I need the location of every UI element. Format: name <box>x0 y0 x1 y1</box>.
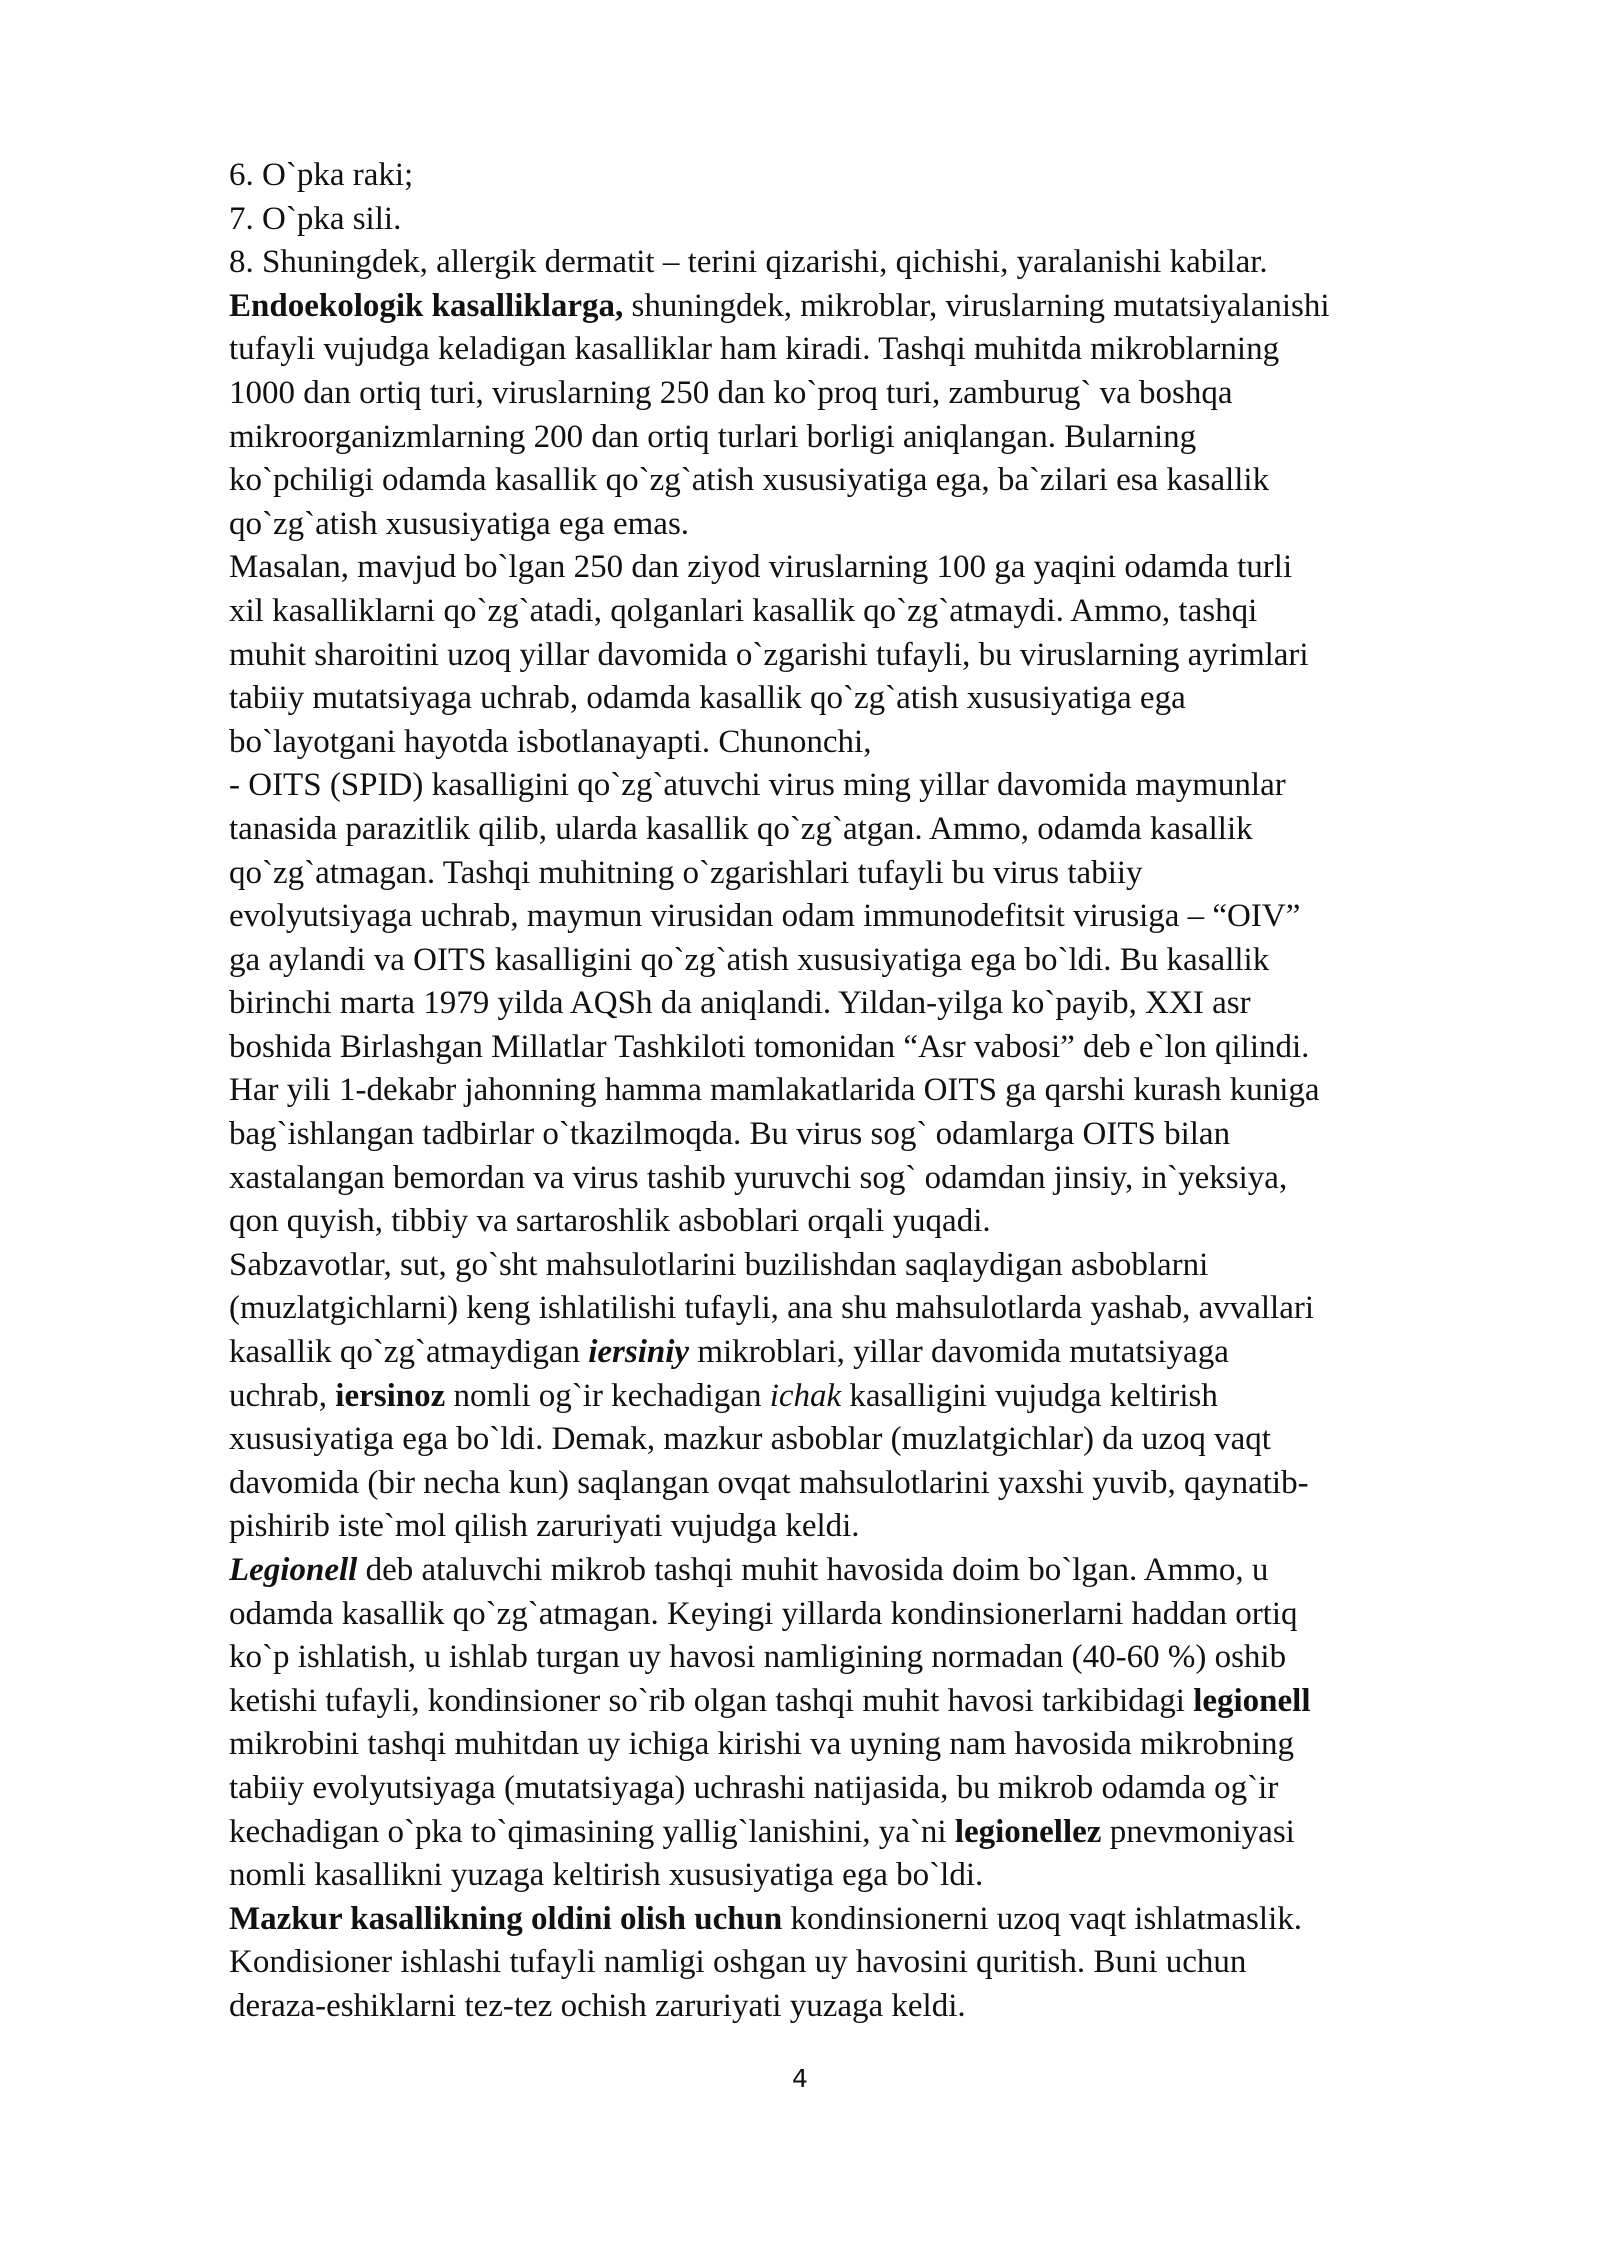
text-line: tabiiy evolyutsiyaga (mutatsiyaga) uchrashi natijasida, bu mikrob odamda og`ir <box>229 1769 1279 1806</box>
text-line: Kondisioner ishlashi tufayli namligi oshgan uy havosini quritish. Buni uchun <box>229 1944 1247 1981</box>
page-number: 4 <box>792 2064 808 2093</box>
text-line: ko`pchiligi odamda kasallik qo`zg`atish xususiyatiga ega, ba`zilari esa kasallik <box>229 462 1270 499</box>
text-line: bag`ishlangan tadbirlar o`tkazilmoqda. Bu virus sog` odamlarga OITS bilan <box>229 1116 1231 1153</box>
bold-term: legionellez <box>954 1813 1102 1850</box>
page-content <box>229 154 1490 2029</box>
text-line: muhit sharoitini uzoq yillar davomida o`zgarishi tufayli, bu viruslarning ayrimlari <box>229 636 1309 673</box>
text-line: Har yili 1-dekabr jahonning hamma mamlakatlarida OITS ga qarshi kurash kuniga <box>229 1072 1320 1109</box>
text-line: mikroorganizmlarning 200 dan ortiq turlari borligi aniqlangan. Bularning <box>229 418 1197 455</box>
text-line: qo`zg`atish xususiyatiga ega emas. <box>229 505 690 542</box>
text-line: bo`layotgani hayotda isbotlanayapti. Chunonchi, <box>229 723 872 760</box>
text-line: tufayli vujudga keladigan kasalliklar ham kiradi. Tashqi muhitda mikroblarning <box>229 331 1280 368</box>
text-line: evolyutsiyaga uchrab, maymun virusidan odam immunodefitsit virusiga – “OIV” <box>229 898 1301 935</box>
list-item: 6. O`pka raki; <box>229 157 414 193</box>
text-line: Sabzavotlar, sut, go`sht mahsulotlarini buzilishdan saqlaydigan asboblarni <box>229 1246 1209 1283</box>
text-line: xususiyatiga ega bo`ldi. Demak, mazkur asboblar (muzlatgichlar) da uzoq vaqt <box>229 1421 1271 1458</box>
paragraph-viruses <box>229 546 1490 764</box>
text-line: xil kasalliklarni qo`zg`atadi, qolganlari kasallik qo`zg`atmaydi. Ammo, tashqi <box>229 592 1258 629</box>
paragraph-legionell <box>229 1549 1490 1898</box>
text-line: ko`p ishlatish, u ishlab turgan uy havosi namligining normadan (40-60 %) oshib <box>229 1639 1287 1676</box>
text-line: uchrab, iersinoz nomli og`ir kechadigan ichak kasalligini vujudga keltirish <box>229 1377 1218 1414</box>
text-line: davomida (bir necha kun) saqlangan ovqat mahsulotlarini yaxshi yuvib, qaynatib- <box>229 1464 1309 1501</box>
text-line: pishirib iste`mol qilish zaruriyati vujudga keldi. <box>229 1508 860 1545</box>
bold-term: legionell <box>1193 1682 1311 1719</box>
text-line: xastalangan bemordan va virus tashib yuruvchi sog` odamdan jinsiy, in`yeksiya, <box>229 1159 1288 1196</box>
text-line: (muzlatgichlarni) keng ishlatilishi tufayli, ana shu mahsulotlarda yashab, avvallari <box>229 1290 1315 1327</box>
paragraph-refrigerators <box>229 1244 1490 1549</box>
text-line: deraza-eshiklarni tez-tez ochish zaruriyati yuzaga keldi. <box>229 1987 966 2024</box>
text-line: Endoekologik kasalliklarga, shuningdek, mikroblar, viruslarning mutatsiyalanishi <box>229 287 1330 324</box>
paragraph-oits <box>229 764 1490 1244</box>
text-line: boshida Birlashgan Millatlar Tashkiloti tomonidan “Asr vabosi” deb e`lon qilindi. <box>229 1028 1310 1065</box>
text-line: ketishi tufayli, kondinsioner so`rib olgan tashqi muhit havosi tarkibidagi legionell <box>229 1682 1311 1719</box>
text-line: nomli kasallikni yuzaga keltirish xususiyatiga ega bo`ldi. <box>229 1857 984 1894</box>
text-line: Legionell deb ataluvchi mikrob tashqi muhit havosida doim bo`lgan. Ammo, u <box>229 1552 1269 1588</box>
bold-term: Mazkur kasallikning oldini olish uchun <box>229 1900 783 1937</box>
text-line: - OITS (SPID) kasalligini qo`zg`atuvchi virus ming yillar davomida maymunlar <box>229 767 1286 804</box>
bold-term: Endoekologik kasalliklarga, <box>229 287 624 324</box>
paragraph-endoecological-diseases <box>229 285 1490 547</box>
bold-italic-term: iersiniy <box>588 1334 690 1371</box>
bold-term: iersinoz <box>335 1377 446 1414</box>
text-line: Mazkur kasallikning oldini olish uchun kondinsionerni uzoq vaqt ishlatmaslik. <box>229 1900 1302 1937</box>
paragraph-prevention <box>229 1898 1490 2029</box>
text-line: tanasida parazitlik qilib, ularda kasallik qo`zg`atgan. Ammo, odamda kasallik <box>229 810 1253 847</box>
text-line: tabiiy mutatsiyaga uchrab, odamda kasallik qo`zg`atish xususiyatiga ega <box>229 680 1186 717</box>
text-line: ga aylandi va OITS kasalligini qo`zg`atish xususiyatiga ega bo`ldi. Bu kasallik <box>229 941 1270 978</box>
text-line: kasallik qo`zg`atmaydigan iersiniy mikroblari, yillar davomida mutatsiyaga <box>229 1334 1229 1371</box>
text-line: Masalan, mavjud bo`lgan 250 dan ziyod viruslarning 100 ga yaqini odamda turli <box>229 549 1293 586</box>
list-item: 7. O`pka sili. <box>229 200 402 237</box>
text-line: birinchi marta 1979 yilda AQSh da aniqlandi. Yildan-yilga ko`payib, XXI asr <box>229 985 1251 1022</box>
text-line: 1000 dan ortiq turi, viruslarning 250 dan ko`proq turi, zamburug` va boshqa <box>229 374 1233 411</box>
text-line: odamda kasallik qo`zg`atmagan. Keyingi yillarda kondinsionerlarni haddan ortiq <box>229 1595 1298 1632</box>
text-line: kechadigan o`pka to`qimasining yallig`lanishini, ya`ni legionellez pnevmoniyasi <box>229 1813 1295 1850</box>
text-line: qon quyish, tibbiy va sartaroshlik asboblari orqali yuqadi. <box>229 1203 991 1240</box>
italic-term: ichak <box>769 1377 842 1414</box>
numbered-list <box>229 154 1490 285</box>
text-line: qo`zg`atmagan. Tashqi muhitning o`zgarishlari tufayli bu virus tabiiy <box>229 854 1143 891</box>
bold-italic-term: Legionell <box>229 1552 358 1588</box>
list-item: 8. Shuningdek, allergik dermatit – terini qizarishi, qichishi, yaralanishi kabilar. <box>229 244 1268 281</box>
text-line: mikrobini tashqi muhitdan uy ichiga kirishi va uyning nam havosida mikrobning <box>229 1726 1295 1763</box>
